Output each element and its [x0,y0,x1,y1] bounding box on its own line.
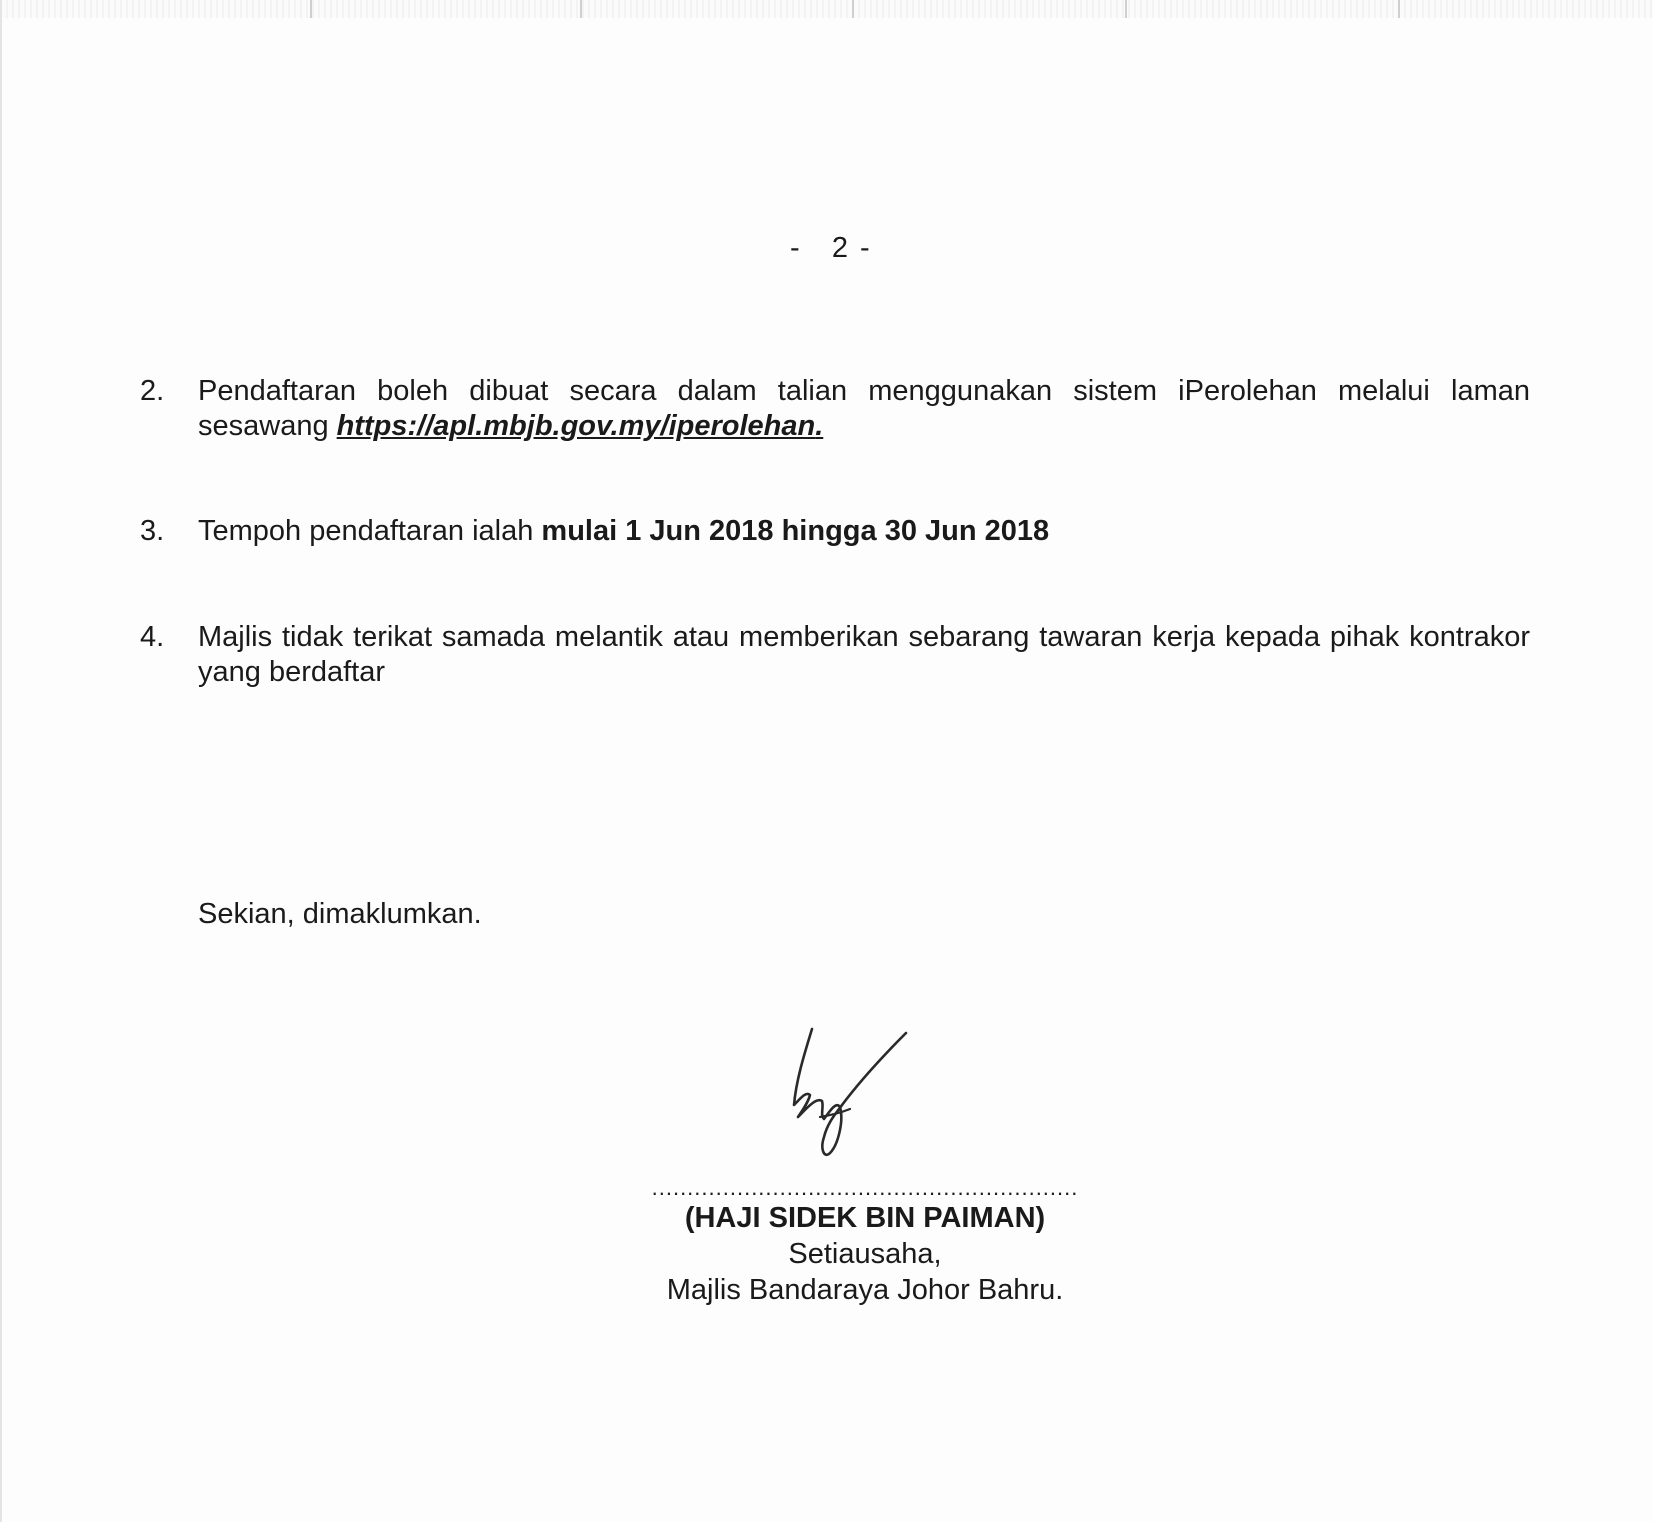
iperolehan-link[interactable]: https://apl.mbjb.gov.my/iperolehan [336,410,816,442]
paragraph-3 [140,514,1530,549]
scan-mark [1398,0,1400,18]
scan-mark [852,0,854,18]
handwritten-signature [780,1025,930,1165]
closing-line: Sekian, dimaklumkan. [198,898,482,930]
paragraph-body: Majlis tidak terikat samada melantik atau memberikan sebarang tawaran kerja kepada pihak kontrakor yang berdaftar [198,621,1530,688]
signer-name: (HAJI SIDEK BIN PAIMAN) [684,1202,1046,1234]
scan-edge-top [0,0,1653,18]
paragraph-number: 2. [140,375,165,407]
paragraph-body [198,374,1530,444]
scan-mark [310,0,312,18]
signature-block [620,1178,1110,1308]
paragraph-text: Tempoh pendaftaran ialah [198,515,542,547]
paragraph-2 [140,374,1530,444]
paragraph-text: Pendaftaran boleh dibuat secara dalam talian menggunakan sistem iPerolehan melalui laman sesawang [198,375,1530,442]
signature-dotted-line: ............................................................ [651,1178,1079,1200]
paragraph-number: 3. [140,515,165,547]
scan-edge-left [0,0,2,1522]
registration-period: mulai 1 Jun 2018 hingga 30 Jun 2018 [541,515,1050,547]
signer-organization: Majlis Bandaraya Johor Bahru. [666,1274,1064,1306]
paragraph-body [198,514,1530,549]
paragraph-number: 4. [140,621,165,653]
paragraph-text-end: . [815,410,824,442]
page-number: - 2 - [790,232,872,264]
scan-mark [580,0,582,18]
signer-title: Setiausaha, [788,1238,942,1270]
paragraph-4 [140,620,1530,690]
scan-mark [1125,0,1127,18]
